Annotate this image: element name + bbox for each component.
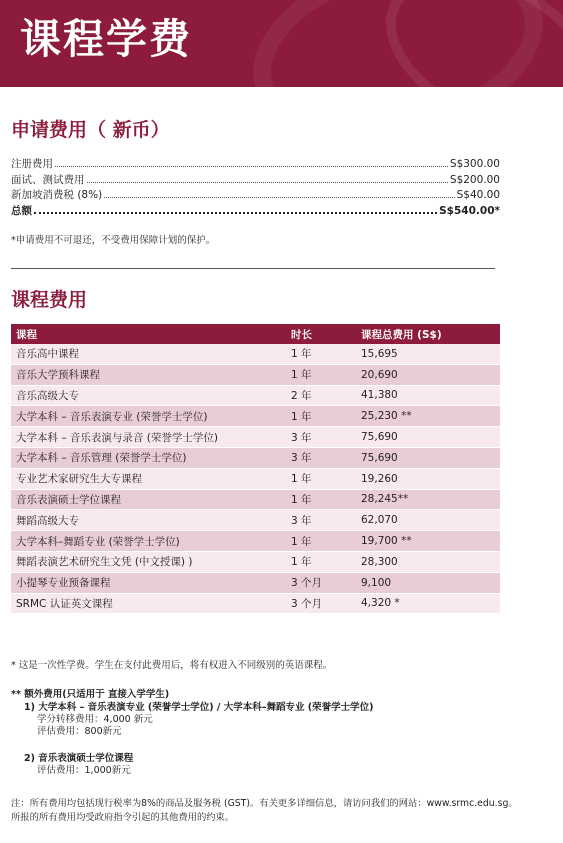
dot-leader — [104, 197, 454, 198]
course-duration: 3 个月 — [286, 572, 356, 593]
course-duration: 2 年 — [286, 385, 356, 406]
table-row — [11, 447, 500, 468]
dot-leader — [55, 166, 448, 167]
table-row — [11, 551, 500, 572]
footer-note-government: 所报的所有费用均受政府指令引起的其他费用的约束。 — [11, 812, 235, 823]
course-name: 大学本科–舞蹈专业 (荣誉学士学位) — [11, 531, 286, 552]
course-duration: 1 年 — [286, 406, 356, 427]
application-fees-heading: 申请费用（ 新币） — [11, 119, 170, 141]
fee-row-total — [11, 204, 500, 220]
course-fee: 19,260 — [356, 468, 500, 489]
course-fee: 28,245** — [356, 489, 500, 510]
table-row — [11, 489, 500, 510]
table-row — [11, 406, 500, 427]
application-fee-note: *申请费用不可退还，不受费用保障计划的保护。 — [11, 235, 216, 246]
course-duration: 3 年 — [286, 427, 356, 448]
fee-row-registration — [11, 157, 500, 173]
course-name: 音乐表演硕士学位课程 — [11, 489, 286, 510]
course-fee: 25,230 ** — [356, 406, 500, 427]
course-fee: 4,320 * — [356, 593, 500, 614]
table-header-row — [11, 324, 500, 344]
course-fee: 62,070 — [356, 510, 500, 531]
section-divider — [11, 268, 495, 269]
column-header-course: 课程 — [11, 324, 286, 344]
footer-note-gst: 注：所有费用均包括现行税率为8%的商品及服务税 (GST)。有关更多详细信息，请访问我们的网站：www.srmc.edu.sg。 — [11, 798, 518, 809]
course-fee: 15,695 — [356, 344, 500, 364]
course-name: 音乐高级大专 — [11, 385, 286, 406]
table-row — [11, 427, 500, 448]
fee-value: S$300.00 — [449, 158, 500, 170]
assessment-fee-1: 评估费用：800新元 — [37, 726, 122, 737]
application-fees-list — [11, 157, 500, 219]
course-name: SRMC 认证英文课程 — [11, 593, 286, 614]
dot-leader — [87, 182, 448, 183]
credit-transfer-fee: 学分转移费用：4,000 新元 — [37, 714, 153, 725]
course-name: 专业艺术家研究生大专课程 — [11, 468, 286, 489]
course-name: 大学本科 – 音乐表演与录音 (荣誉学士学位) — [11, 427, 286, 448]
course-duration: 3 个月 — [286, 593, 356, 614]
course-fee: 19,700 ** — [356, 531, 500, 552]
page-title: 课程学费 — [20, 15, 192, 63]
course-duration: 1 年 — [286, 531, 356, 552]
course-name: 大学本科 – 音乐管理 (荣誉学士学位) — [11, 447, 286, 468]
fee-value: S$200.00 — [449, 173, 500, 186]
table-row — [11, 468, 500, 489]
course-duration: 1 年 — [286, 364, 356, 385]
table-row — [11, 572, 500, 593]
fee-row-interview — [11, 173, 500, 189]
course-fee: 75,690 — [356, 447, 500, 468]
fee-label: 面试、测试费用 — [11, 173, 85, 186]
table-row — [11, 364, 500, 385]
extra-fee-item-1-title: 1) 大学本科 – 音乐表演专业 (荣誉学士学位) / 大学本科–舞蹈专业 (荣誉学士学位) — [24, 702, 374, 713]
course-name: 大学本科 – 音乐表演专业 (荣誉学士学位) — [11, 406, 286, 427]
course-fee: 41,380 — [356, 385, 500, 406]
fee-row-gst — [11, 188, 500, 204]
course-fee: 20,690 — [356, 364, 500, 385]
course-duration: 1 年 — [286, 489, 356, 510]
header-banner — [0, 0, 563, 87]
course-fee: 28,300 — [356, 551, 500, 572]
course-duration: 3 年 — [286, 447, 356, 468]
column-header-fee: 课程总费用 (S$) — [356, 324, 500, 344]
course-name: 音乐高中课程 — [11, 344, 286, 364]
table-row — [11, 385, 500, 406]
course-duration: 3 年 — [286, 510, 356, 531]
table-row — [11, 531, 500, 552]
course-name: 舞蹈表演艺术研究生文凭 (中文授课) ) — [11, 551, 286, 572]
course-fee: 75,690 — [356, 427, 500, 448]
fee-label: 注册费用 — [11, 158, 53, 170]
course-duration: 1 年 — [286, 468, 356, 489]
course-duration: 1 年 — [286, 344, 356, 364]
dot-leader — [34, 212, 437, 214]
one-time-fee-note: * 这是一次性学费。学生在支付此费用后，将有权进入不同级别的英语课程。 — [11, 660, 333, 671]
course-fees-heading: 课程费用 — [11, 289, 88, 311]
course-duration: 1 年 — [286, 551, 356, 572]
course-name: 小提琴专业预备课程 — [11, 572, 286, 593]
table-row — [11, 593, 500, 614]
fee-value: S$40.00 — [456, 189, 500, 201]
extra-fees-heading: ** 额外费用(只适用于 直接入学学生) — [11, 689, 170, 700]
total-value: S$540.00* — [439, 204, 500, 217]
course-name: 舞蹈高级大专 — [11, 510, 286, 531]
table-row — [11, 510, 500, 531]
fee-label: 新加坡消费税 (8%) — [11, 189, 103, 201]
course-fees-table — [11, 324, 500, 614]
course-fee: 9,100 — [356, 572, 500, 593]
total-label: 总额 — [11, 204, 32, 217]
assessment-fee-2: 评估费用：1,000新元 — [37, 765, 131, 776]
course-name: 音乐大学预科课程 — [11, 364, 286, 385]
table-row — [11, 344, 500, 364]
column-header-duration: 时长 — [286, 324, 356, 344]
extra-fee-item-2-title: 2) 音乐表演硕士学位课程 — [24, 753, 134, 764]
